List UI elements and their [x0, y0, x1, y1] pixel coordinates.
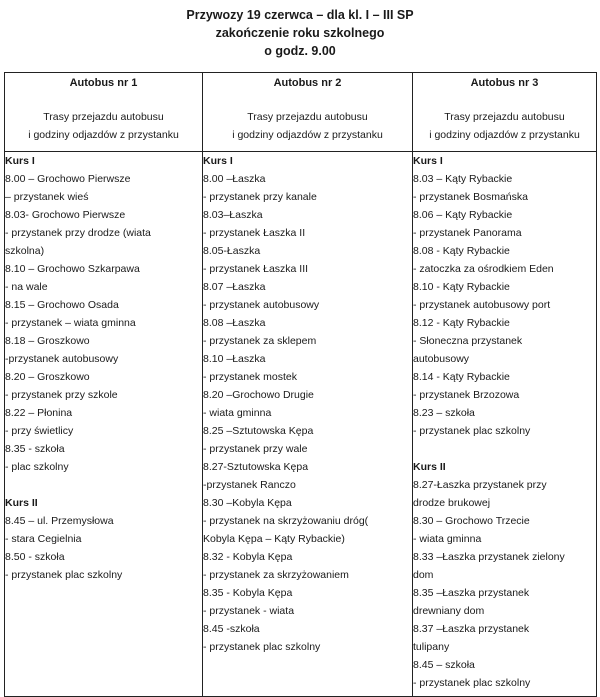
route-line: - przystanek Łaszka II: [203, 227, 306, 239]
route-line: 8.03–Łaszka: [203, 209, 263, 221]
route-line: 8.03- Grochowo Pierwsze: [5, 209, 126, 221]
route-line: 8.22 – Płonina: [5, 407, 73, 419]
route-line: 8.00 –Łaszka: [203, 173, 266, 185]
spacer: [413, 440, 596, 458]
table-header-row: [5, 73, 597, 152]
route-line: -przystanek Ranczo: [203, 479, 296, 491]
route-line: - wiata gminna: [413, 533, 482, 545]
route-line: -przystanek autobusowy: [5, 353, 119, 365]
kurs-heading: Kurs I: [203, 155, 233, 167]
route-line: 8.07 –Łaszka: [203, 281, 266, 293]
bus-name: Autobus nr 1: [69, 77, 138, 89]
route-line: autobusowy: [413, 353, 470, 365]
route-label: i godziny odjazdów z przystanku: [28, 129, 179, 141]
route-line: 8.45 – ul. Przemysłowa: [5, 515, 114, 527]
route-line: drewniany dom: [413, 605, 485, 617]
route-line: 8.10 –Łaszka: [203, 353, 266, 365]
route-label: Trasy przejazdu autobusu: [247, 111, 368, 123]
route-line: 8.27-Sztutowska Kępa: [203, 461, 309, 473]
route-line: - przystanek – wiata gminna: [5, 317, 136, 329]
route-line: 8.10 – Grochowo Szkarpawa: [5, 263, 140, 275]
route-line: - przystanek przy kanale: [203, 191, 317, 203]
route-line: 8.30 – Grochowo Trzecie: [413, 515, 530, 527]
route-line: - przystanek plac szkolny: [413, 425, 531, 437]
bus-name: Autobus nr 3: [470, 77, 539, 89]
route-line: 8.18 – Groszkowo: [5, 335, 90, 347]
route-line: - wiata gminna: [203, 407, 272, 419]
route-line: szkolna): [5, 245, 45, 257]
route-line: - przystanek za sklepem: [203, 335, 317, 347]
route-line: – przystanek wieś: [5, 191, 89, 203]
title-line-3: o godz. 9.00: [264, 44, 336, 58]
schedule-table: [4, 72, 597, 697]
route-line: 8.20 –Grochowo Drugie: [203, 389, 314, 401]
route-line: - zatoczka za ośrodkiem Eden: [413, 263, 554, 275]
route-line: dom: [413, 569, 434, 581]
route-line: 8.15 – Grochowo Osada: [5, 299, 119, 311]
route-line: - stara Cegielnia: [5, 533, 82, 545]
column-header-bus-1: [5, 73, 203, 152]
route-line: 8.20 – Groszkowo: [5, 371, 90, 383]
route-line: 8.33 –Łaszka przystanek zielony: [413, 551, 565, 563]
route-line: 8.23 – szkoła: [413, 407, 475, 419]
route-line: - przystanek autobusowy: [203, 299, 320, 311]
kurs-heading: Kurs I: [413, 155, 443, 167]
route-label: i godziny odjazdów z przystanku: [429, 129, 580, 141]
bus-name: Autobus nr 2: [273, 77, 342, 89]
title-line-1: Przywozy 19 czerwca – dla kl. I – III SP: [186, 8, 414, 22]
route-line: 8.08 –Łaszka: [203, 317, 266, 329]
route-label: Trasy przejazdu autobusu: [43, 111, 164, 123]
route-line: - przy świetlicy: [5, 425, 74, 437]
route-cell-bus-1: [5, 152, 203, 697]
route-line: - przystanek plac szkolny: [5, 569, 123, 581]
route-line: 8.00 – Grochowo Pierwsze: [5, 173, 131, 185]
route-line: - przystanek za skrzyżowaniem: [203, 569, 349, 581]
document-title: [0, 6, 600, 60]
route-line: 8.08 - Kąty Rybackie: [413, 245, 510, 257]
spacer: [5, 476, 202, 494]
route-line: 8.03 – Kąty Rybackie: [413, 173, 513, 185]
route-line: 8.05-Łaszka: [203, 245, 261, 257]
route-line: - przystanek Łaszka III: [203, 263, 309, 275]
route-label: i godziny odjazdów z przystanku: [232, 129, 383, 141]
route-line: 8.06 – Kąty Rybackie: [413, 209, 513, 221]
route-line: - plac szkolny: [5, 461, 69, 473]
route-line: - przystanek przy drodze (wiata: [5, 227, 151, 239]
route-line: - przystanek przy szkole: [5, 389, 118, 401]
route-line: 8.14 - Kąty Rybackie: [413, 371, 510, 383]
route-line: - przystanek na skrzyżowaniu dróg(: [203, 515, 369, 527]
route-line: 8.35 - szkoła: [5, 443, 65, 455]
route-line: 8.35 - Kobyla Kępa: [203, 587, 293, 599]
route-line: 8.10 - Kąty Rybackie: [413, 281, 510, 293]
route-line: 8.45 -szkoła: [203, 623, 260, 635]
route-line: 8.37 –Łaszka przystanek: [413, 623, 530, 635]
route-line: - przystanek autobusowy port: [413, 299, 551, 311]
route-line: - na wale: [5, 281, 48, 293]
kurs-heading: Kurs II: [5, 497, 38, 509]
route-label: Trasy przejazdu autobusu: [444, 111, 565, 123]
route-line: 8.45 – szkoła: [413, 659, 475, 671]
route-line: 8.25 –Sztutowska Kępa: [203, 425, 314, 437]
route-line: 8.35 –Łaszka przystanek: [413, 587, 530, 599]
route-line: - przystanek Brzozowa: [413, 389, 520, 401]
route-line: - Słoneczna przystanek: [413, 335, 523, 347]
route-line: - przystanek mostek: [203, 371, 297, 383]
route-cell-bus-2: [203, 152, 413, 697]
column-header-bus-2: [203, 73, 413, 152]
route-line: - przystanek - wiata: [203, 605, 295, 617]
route-line: - przystanek Bosmańska: [413, 191, 528, 203]
route-line: tulipany: [413, 641, 450, 653]
route-cell-bus-3: [413, 152, 597, 697]
title-line-2: zakończenie roku szkolnego: [215, 26, 385, 40]
column-header-bus-3: [413, 73, 597, 152]
route-line: Kobyla Kępa – Kąty Rybackie): [203, 533, 345, 545]
route-line: - przystanek przy wale: [203, 443, 308, 455]
route-line: drodze brukowej: [413, 497, 491, 509]
route-line: 8.30 –Kobyla Kępa: [203, 497, 292, 509]
table-body-row: [5, 152, 597, 697]
kurs-heading: Kurs II: [413, 461, 446, 473]
route-line: - przystanek Panorama: [413, 227, 522, 239]
route-line: 8.32 - Kobyla Kępa: [203, 551, 293, 563]
route-line: 8.27-Łaszka przystanek przy: [413, 479, 547, 491]
route-line: 8.50 - szkoła: [5, 551, 65, 563]
route-line: - przystanek plac szkolny: [413, 677, 531, 689]
route-line: 8.12 - Kąty Rybackie: [413, 317, 510, 329]
kurs-heading: Kurs I: [5, 155, 35, 167]
route-line: - przystanek plac szkolny: [203, 641, 321, 653]
